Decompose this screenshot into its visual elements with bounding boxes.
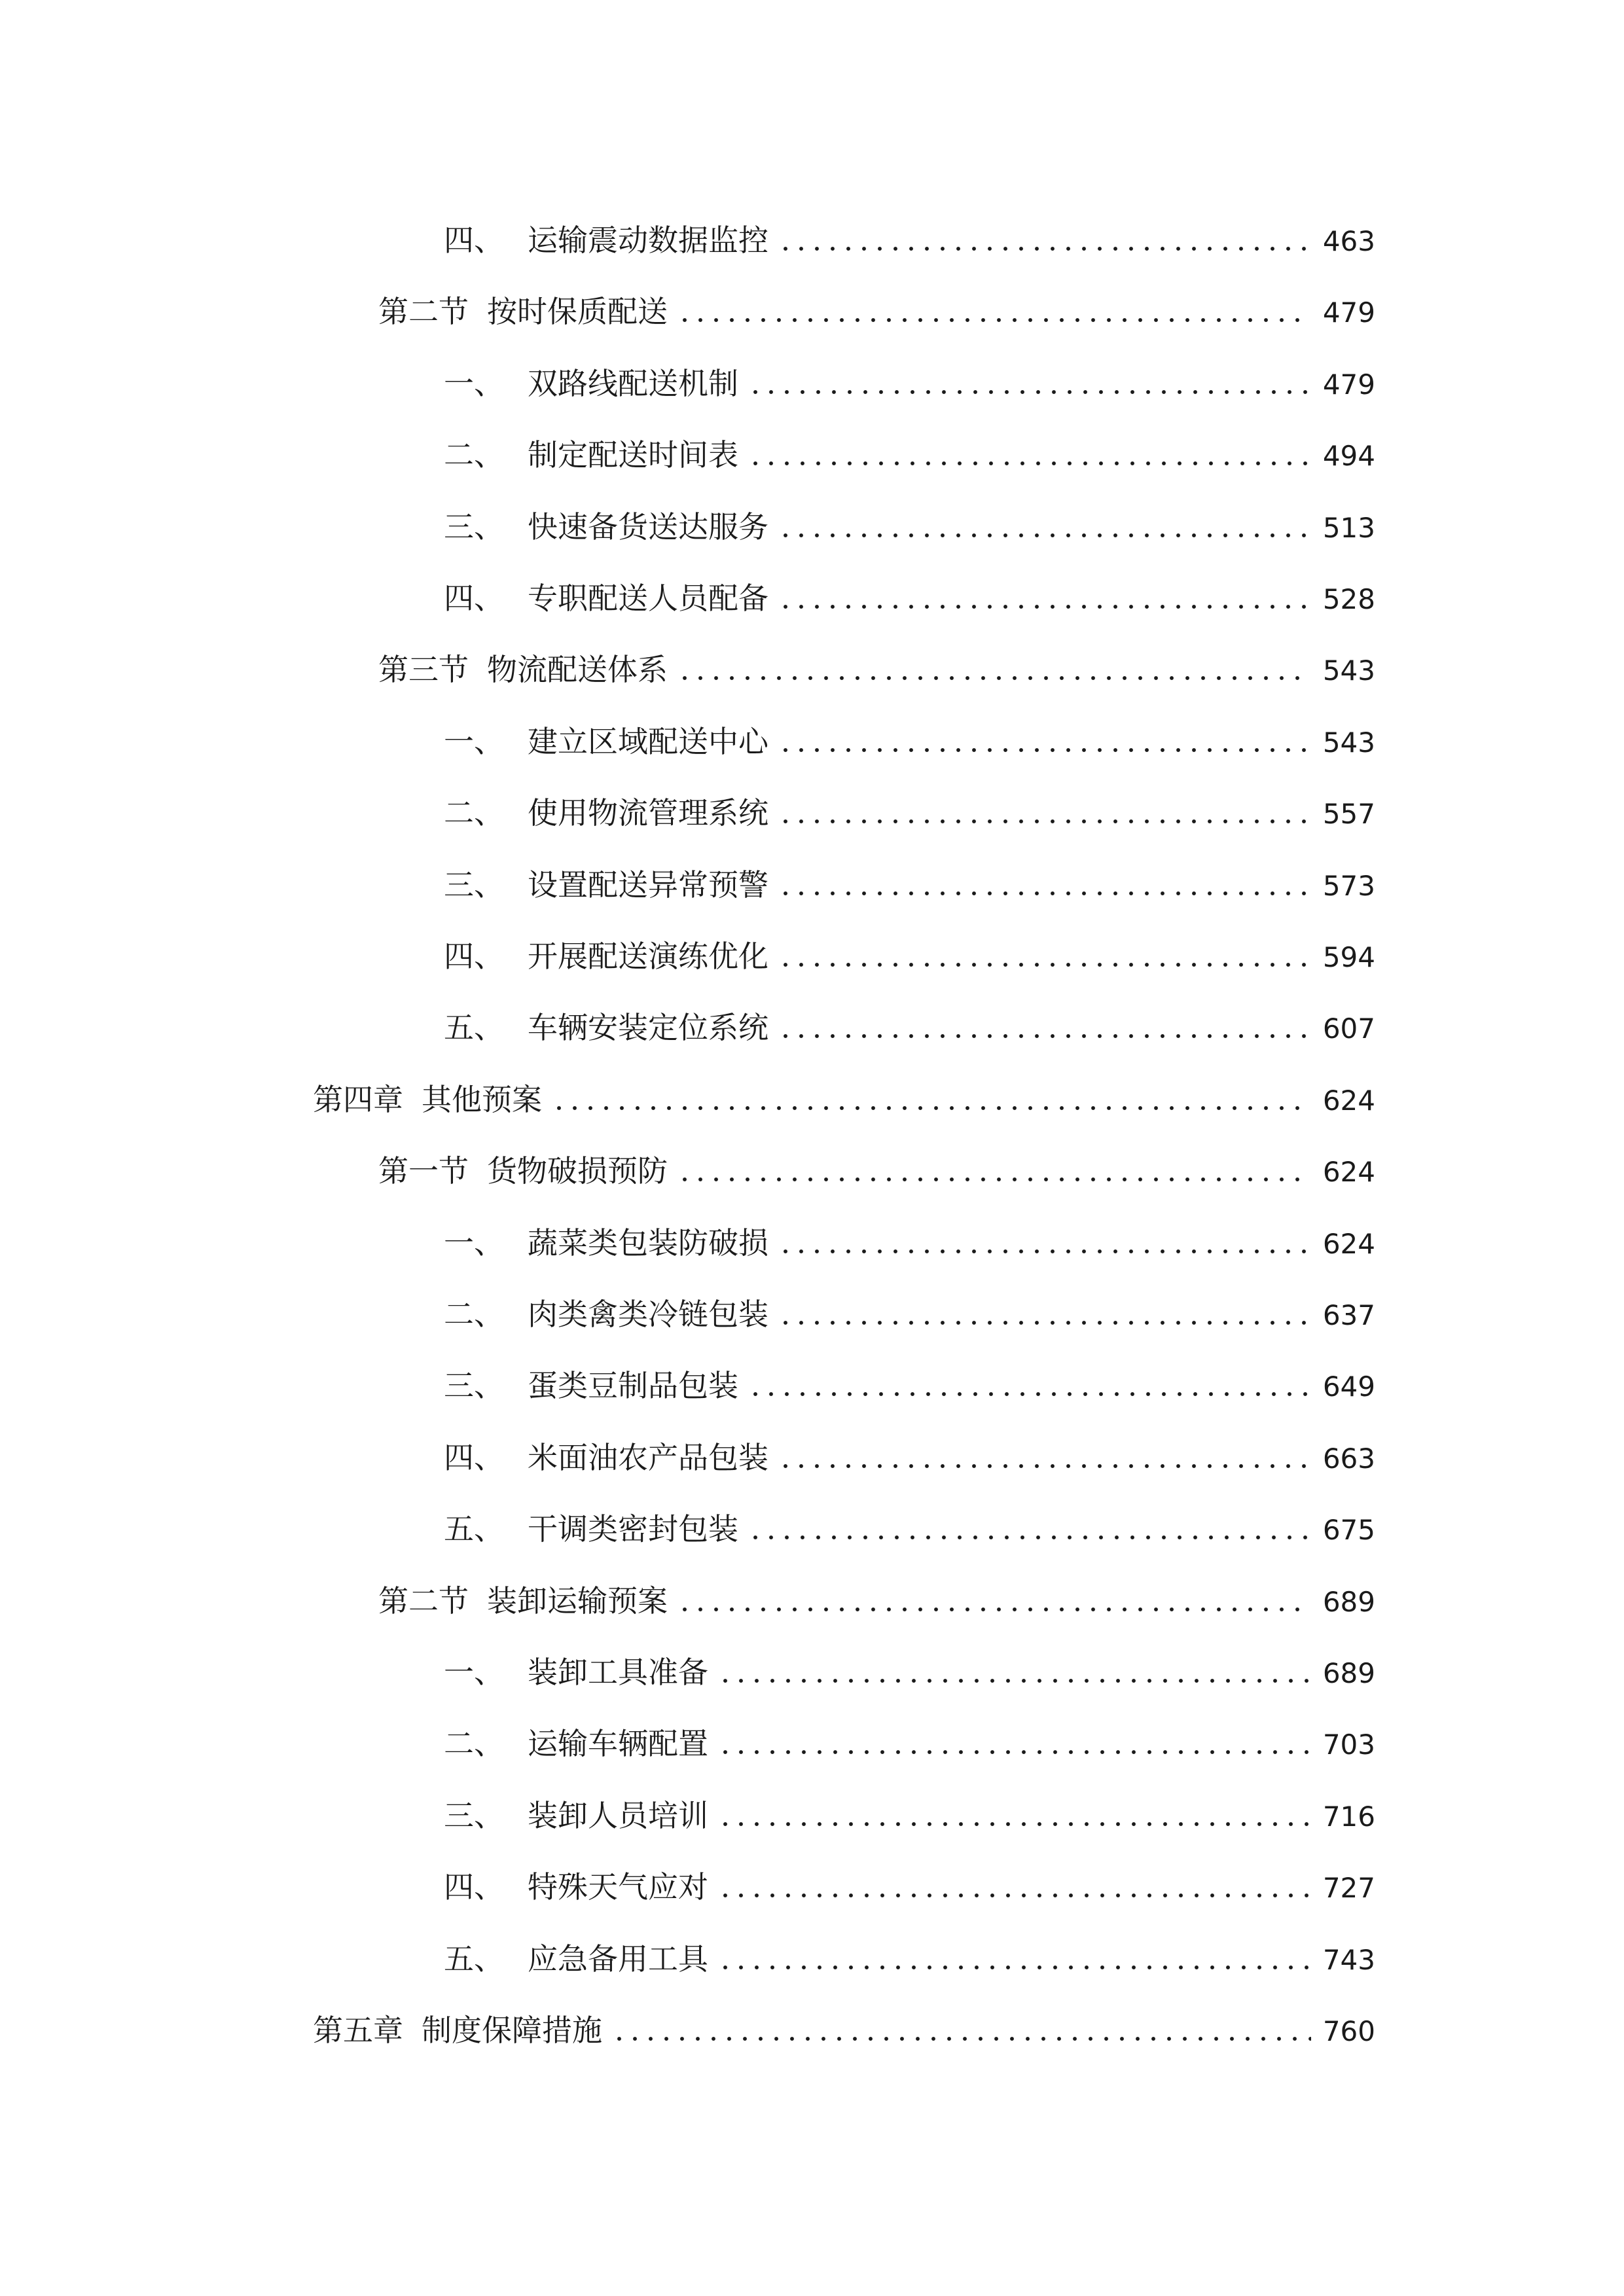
- dot-leader: [748, 389, 1311, 395]
- toc-entry-title: 运输车辆配置: [528, 1726, 708, 1761]
- toc-entry-prefix: 五、: [444, 1511, 504, 1547]
- dot-leader: [717, 1678, 1311, 1683]
- toc-entry-level-3[interactable]: [444, 1778, 1375, 1831]
- toc-entry-prefix: 三、: [444, 1798, 504, 1833]
- toc-entry-page-number: 543: [1322, 726, 1375, 759]
- toc-entry-title: 应急备用工具: [528, 1941, 708, 1977]
- toc-entry-prefix: 四、: [444, 1440, 504, 1475]
- toc-entry-title: 开展配送演练优化: [528, 939, 768, 974]
- toc-entry-level-3[interactable]: [444, 1706, 1375, 1759]
- toc-entry-level-2[interactable]: [378, 1564, 1375, 1619]
- toc-entry-prefix: 三、: [444, 1368, 504, 1403]
- toc-entry-prefix: 四、: [444, 223, 504, 258]
- toc-entry-page-number: 513: [1322, 512, 1375, 544]
- toc-entry-page-number: 649: [1322, 1371, 1375, 1403]
- dot-leader: [717, 1965, 1311, 1970]
- toc-entry-prefix: 二、: [444, 1726, 504, 1761]
- toc-entry-prefix: 第二节: [378, 1583, 469, 1619]
- dot-leader: [677, 317, 1311, 323]
- toc-entry-page-number: 557: [1322, 798, 1375, 830]
- toc-entry-prefix: 第一节: [378, 1153, 469, 1189]
- toc-entry-level-3[interactable]: [444, 1635, 1375, 1690]
- dot-leader: [778, 1249, 1311, 1254]
- toc-entry-page-number: 760: [1322, 2015, 1375, 2047]
- toc-entry-prefix: 三、: [444, 509, 504, 545]
- toc-entry-level-3[interactable]: [444, 203, 1375, 258]
- toc-entry-title: 双路线配送机制: [528, 366, 738, 401]
- toc-entry-title: 装卸工具准备: [528, 1655, 708, 1690]
- toc-entry-prefix: 二、: [444, 795, 504, 831]
- toc-entry-page-number: 479: [1322, 296, 1375, 329]
- toc-entry-prefix: 第四章: [313, 1082, 403, 1117]
- dot-leader: [748, 461, 1311, 466]
- toc-entry-level-3[interactable]: [444, 1922, 1375, 1977]
- dot-leader: [677, 675, 1311, 681]
- toc-entry-title: 专职配送人员配备: [528, 581, 768, 616]
- dot-leader: [778, 819, 1311, 824]
- toc-entry-prefix: 第三节: [378, 652, 469, 687]
- toc-entry-title: 干调类密封包装: [528, 1511, 738, 1547]
- toc-entry-level-3[interactable]: [444, 490, 1375, 545]
- toc-entry-title: 运输震动数据监控: [528, 223, 768, 258]
- toc-entry-title: 货物破损预防: [487, 1153, 668, 1189]
- dot-leader: [778, 533, 1311, 538]
- toc-entry-title: 按时保质配送: [487, 294, 668, 329]
- toc-entry-title: 设置配送异常预警: [528, 867, 768, 903]
- toc-entry-page-number: 663: [1322, 1443, 1375, 1475]
- toc-entry-prefix: 一、: [444, 1655, 504, 1690]
- toc-entry-title: 装卸运输预案: [487, 1583, 668, 1619]
- toc-entry-title: 制定配送时间表: [528, 437, 738, 473]
- toc-entry-page-number: 494: [1322, 440, 1375, 472]
- toc-entry-page-number: 716: [1322, 1801, 1375, 1833]
- dot-leader: [717, 1821, 1311, 1827]
- toc-entry-page-number: 479: [1322, 368, 1375, 401]
- toc-entry-level-2[interactable]: [378, 274, 1375, 327]
- toc-entry-prefix: 一、: [444, 724, 504, 759]
- dot-leader: [717, 1749, 1311, 1755]
- dot-leader: [778, 1320, 1311, 1325]
- toc-entry-page-number: 689: [1322, 1657, 1375, 1689]
- toc-entry-page-number: 543: [1322, 655, 1375, 687]
- toc-entry-page-number: 727: [1322, 1872, 1375, 1904]
- toc-entry-page-number: 528: [1322, 583, 1375, 615]
- toc-entry-page-number: 463: [1322, 225, 1375, 257]
- toc-entry-page-number: 594: [1322, 941, 1375, 973]
- toc-entry-title: 制度保障措施: [422, 2013, 602, 2048]
- toc-entry-page-number: 689: [1322, 1586, 1375, 1618]
- toc-entry-level-3[interactable]: [444, 418, 1375, 473]
- toc-entry-level-2[interactable]: [378, 632, 1375, 685]
- dot-leader: [748, 1391, 1311, 1397]
- dot-leader: [748, 1535, 1311, 1540]
- toc-entry-title: 装卸人员培训: [528, 1798, 708, 1833]
- dot-leader: [778, 1033, 1311, 1039]
- toc-entry-page-number: 703: [1322, 1729, 1375, 1761]
- toc-entry-prefix: 二、: [444, 437, 504, 473]
- toc-entry-level-3[interactable]: [444, 1492, 1375, 1547]
- toc-entry-page-number: 637: [1322, 1299, 1375, 1331]
- toc-entry-prefix: 四、: [444, 581, 504, 616]
- toc-entry-title: 蔬菜类包装防破损: [528, 1225, 768, 1261]
- toc-entry-page-number: 624: [1322, 1085, 1375, 1117]
- toc-entry-prefix: 三、: [444, 867, 504, 903]
- toc-entry-title: 蛋类豆制品包装: [528, 1368, 738, 1403]
- toc-entry-level-3[interactable]: [444, 848, 1375, 903]
- toc-entry-level-3[interactable]: [444, 346, 1375, 399]
- toc-entry-level-3[interactable]: [444, 1420, 1375, 1473]
- toc-entry-title: 建立区域配送中心: [528, 724, 768, 759]
- dot-leader: [778, 747, 1311, 753]
- toc-entry-page-number: 675: [1322, 1514, 1375, 1546]
- dot-leader: [611, 2036, 1311, 2041]
- toc-entry-prefix: 一、: [444, 1225, 504, 1261]
- toc-entry-prefix: 第二节: [378, 294, 469, 329]
- toc-entry-level-3[interactable]: [444, 1348, 1375, 1401]
- toc-entry-level-1[interactable]: [313, 1062, 1375, 1115]
- dot-leader: [551, 1105, 1311, 1111]
- toc-entry-prefix: 一、: [444, 366, 504, 401]
- toc-entry-level-3[interactable]: [444, 1850, 1375, 1905]
- toc-entry-prefix: 五、: [444, 1010, 504, 1045]
- toc-entry-level-3[interactable]: [444, 704, 1375, 757]
- toc-entry-level-3[interactable]: [444, 1206, 1375, 1261]
- toc-entry-title: 使用物流管理系统: [528, 795, 768, 831]
- toc-entry-title: 车辆安装定位系统: [528, 1010, 768, 1045]
- toc-entry-title: 肉类禽类冷链包装: [528, 1297, 768, 1332]
- dot-leader: [677, 1607, 1311, 1612]
- toc-entry-level-1[interactable]: [313, 1993, 1375, 2048]
- toc-entry-prefix: 五、: [444, 1941, 504, 1977]
- dot-leader: [778, 891, 1311, 896]
- toc-entry-level-3[interactable]: [444, 990, 1375, 1043]
- dot-leader: [778, 1463, 1311, 1469]
- toc-entry-title: 快速备货送达服务: [528, 509, 768, 545]
- toc-entry-title: 特殊天气应对: [528, 1869, 708, 1905]
- dot-leader: [778, 246, 1311, 251]
- toc-entry-title: 物流配送体系: [487, 652, 668, 687]
- dot-leader: [778, 604, 1311, 609]
- toc-entry-title: 米面油农产品包装: [528, 1440, 768, 1475]
- toc-entry-title: 其他预案: [422, 1082, 542, 1117]
- toc-entry-level-3[interactable]: [444, 1277, 1375, 1332]
- toc-entry-page-number: 573: [1322, 870, 1375, 902]
- toc-entry-page-number: 624: [1322, 1156, 1375, 1188]
- toc-entry-prefix: 第五章: [313, 2013, 403, 2048]
- toc-entry-page-number: 607: [1322, 1013, 1375, 1045]
- toc-entry-level-3[interactable]: [444, 561, 1375, 616]
- toc-entry-level-3[interactable]: [444, 776, 1375, 831]
- toc-entry-level-3[interactable]: [444, 919, 1375, 974]
- toc-entry-prefix: 二、: [444, 1297, 504, 1332]
- dot-leader: [677, 1177, 1311, 1182]
- toc-entry-prefix: 四、: [444, 1869, 504, 1905]
- toc-entry-page-number: 624: [1322, 1228, 1375, 1260]
- toc-entry-level-2[interactable]: [378, 1134, 1375, 1189]
- dot-leader: [778, 962, 1311, 967]
- toc-entry-prefix: 四、: [444, 939, 504, 974]
- dot-leader: [717, 1893, 1311, 1898]
- toc-entry-page-number: 743: [1322, 1944, 1375, 1976]
